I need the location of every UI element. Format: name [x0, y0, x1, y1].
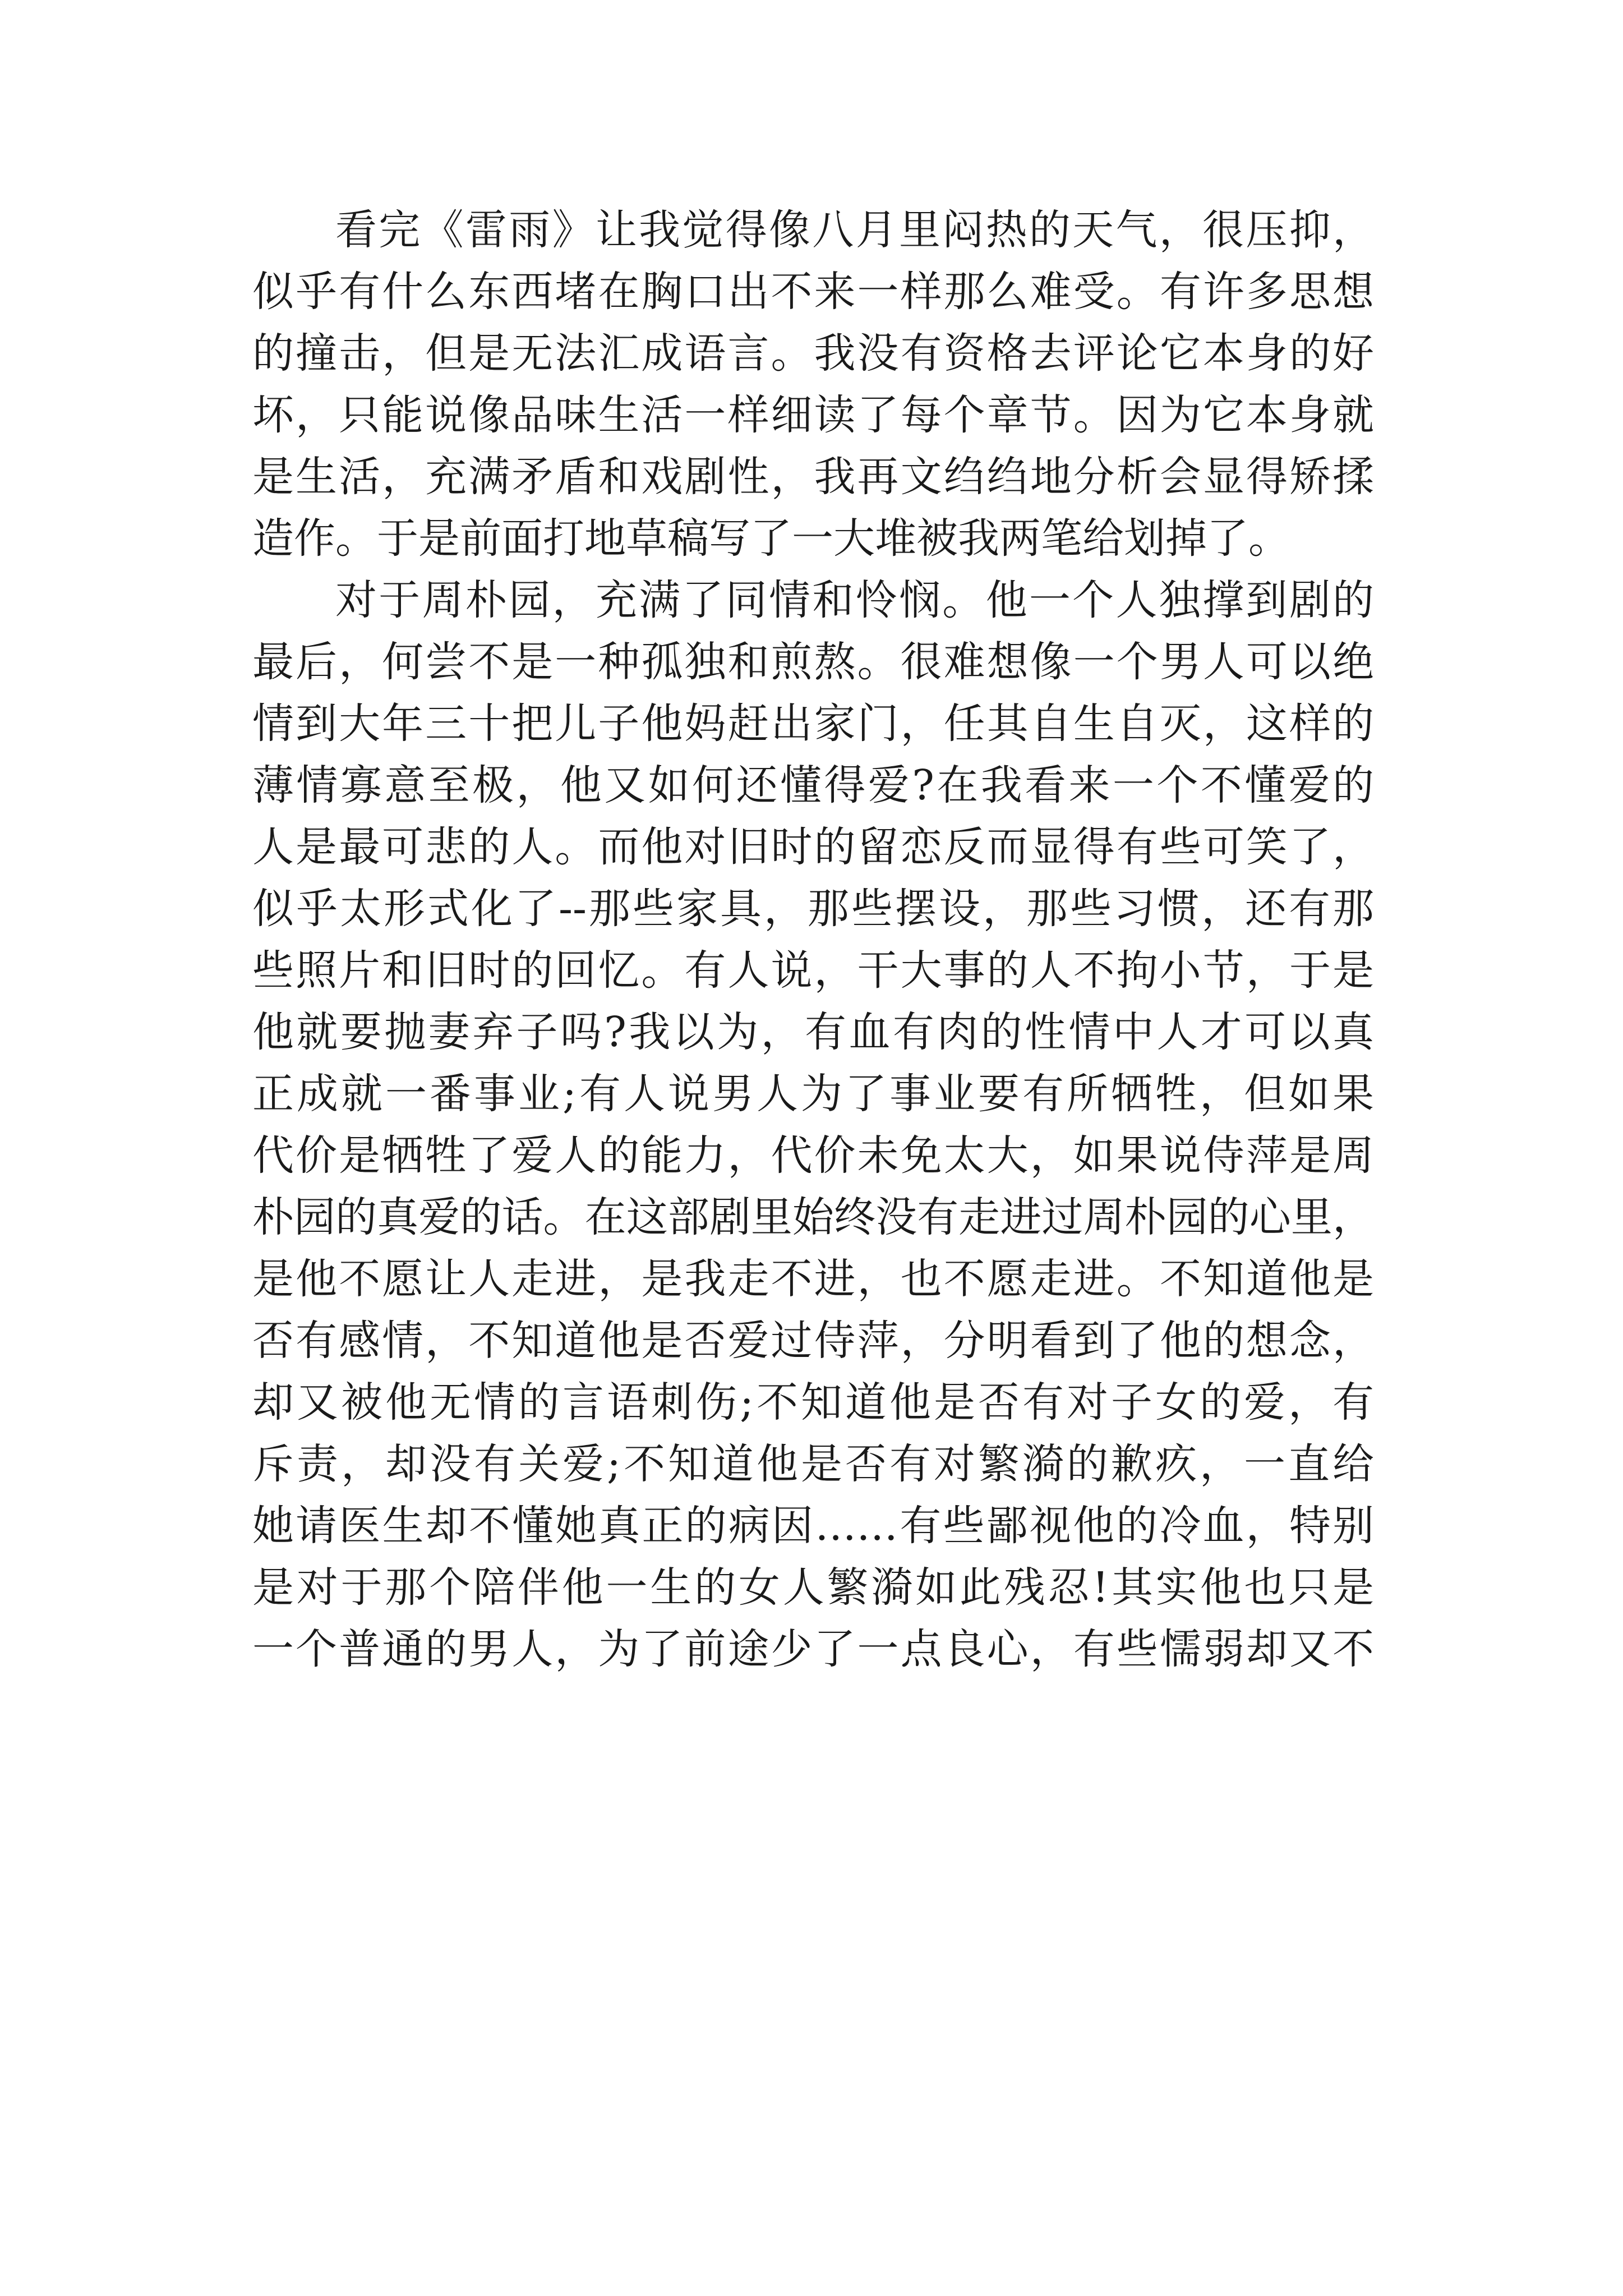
text-line: 一个普通的男人，为了前途少了一点良心，有些懦弱却又不	[252, 1625, 1374, 1673]
text-line: 正成就一番事业;有人说男人为了事业要有所牺牲，但如果	[252, 1070, 1374, 1118]
text-line: 代价是牺牲了爱人的能力，代价未免太大，如果说侍萍是周	[252, 1131, 1374, 1180]
text-line: 坏，只能说像品味生活一样细读了每个章节。因为它本身就	[252, 391, 1374, 439]
text-line: 的撞击，但是无法汇成语言。我没有资格去评论它本身的好	[252, 329, 1374, 378]
text-line: 对于周朴园，充满了同情和怜悯。他一个人独撑到剧的	[335, 576, 1374, 624]
text-line: 她请医生却不懂她真正的病因……有些鄙视他的冷血，特别	[252, 1502, 1374, 1550]
text-line: 是对于那个陪伴他一生的女人繁漪如此残忍!其实他也只是	[252, 1563, 1374, 1612]
text-line: 是生活，充满矛盾和戏剧性，我再文绉绉地分析会显得矫揉	[252, 453, 1374, 501]
document-body	[252, 199, 1374, 1680]
text-line: 人是最可悲的人。而他对旧时的留恋反而显得有些可笑了，	[252, 823, 1374, 871]
text-line: 看完《雷雨》让我觉得像八月里闷热的天气，很压抑，	[335, 206, 1374, 254]
text-line: 却又被他无情的言语刺伤;不知道他是否有对子女的爱，有	[252, 1378, 1374, 1427]
text-line: 些照片和旧时的回忆。有人说，干大事的人不拘小节，于是	[252, 946, 1374, 995]
text-line: 最后，何尝不是一种孤独和煎熬。很难想像一个男人可以绝	[252, 638, 1374, 686]
text-line: 是他不愿让人走进，是我走不进，也不愿走进。不知道他是	[252, 1255, 1374, 1303]
text-line: 薄情寡意至极，他又如何还懂得爱?在我看来一个不懂爱的	[252, 761, 1374, 809]
text-line: 朴园的真爱的话。在这部剧里始终没有走进过周朴园的心里，	[252, 1193, 1374, 1241]
text-line: 似乎有什么东西堵在胸口出不来一样那么难受。有许多思想	[252, 268, 1374, 316]
text-line: 他就要抛妻弃子吗?我以为，有血有肉的性情中人才可以真	[252, 1008, 1374, 1056]
text-line: 似乎太形式化了--那些家具，那些摆设，那些习惯，还有那	[252, 885, 1374, 933]
paragraph-2	[252, 569, 1374, 1680]
text-line: 情到大年三十把儿子他妈赶出家门，任其自生自灭，这样的	[252, 700, 1374, 748]
text-line: 否有感情，不知道他是否爱过侍萍，分明看到了他的想念，	[252, 1317, 1374, 1365]
text-line: 造作。于是前面打地草稿写了一大堆被我两笔给划掉了。	[252, 514, 1290, 563]
paragraph-1	[252, 199, 1374, 569]
text-line: 斥责，却没有关爱;不知道他是否有对繁漪的歉疚，一直给	[252, 1440, 1374, 1488]
